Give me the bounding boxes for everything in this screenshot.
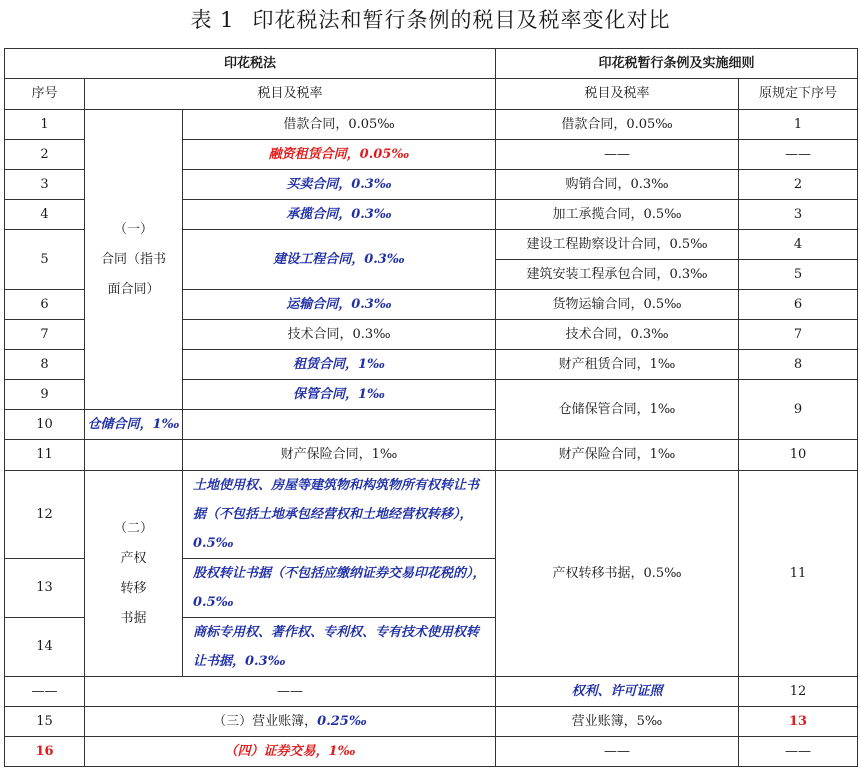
table-number: 表 1 [190,8,235,32]
empty-category-cell [85,440,183,471]
seq-cell: 1 [5,110,85,140]
reg-item-cell: 财产租赁合同，1‰ [496,350,739,380]
orig-seq-cell: 3 [739,200,858,230]
header-law: 印花税法 [5,49,496,79]
header-regulation: 印花税暂行条例及实施细则 [496,49,858,79]
seq-cell: 2 [5,140,85,170]
category-contracts-line: （一） [113,221,153,237]
header-item-rate-2: 税目及税率 [496,79,739,110]
law-item-cell: （四）证券交易，1‰ [85,737,496,767]
table-row [5,737,858,767]
table-title: 印花税法和暂行条例的税目及税率变化对比 [252,8,671,32]
law-item-cell: 土地使用权、房屋等建筑物和构筑物所有权转让书据（不包括土地承包经营权和土地经营权转移），0.5‰ [183,471,496,559]
reg-item-cell: 仓储保管合同，1‰ [496,380,739,440]
table-row [5,707,858,737]
seq-cell: 9 [5,380,85,410]
category-contracts [85,110,183,410]
category-transfer-line: 转移 [120,580,147,596]
law-item-cell: 融资租赁合同，0.05‰ [183,140,496,170]
law-item-cell: 财产保险合同，1‰ [183,440,496,471]
law-item-cell: 借款合同，0.05‰ [183,110,496,140]
law-item-cell: 商标专用权、著作权、专利权、专有技术使用权转让书据，0.3‰ [183,618,496,677]
law-item-cell: 买卖合同，0.3‰ [183,170,496,200]
table-row [5,440,858,471]
law-item-cell: 运输合同，0.3‰ [183,290,496,320]
reg-item-cell: 加工承揽合同，0.5‰ [496,200,739,230]
reg-item-cell: —— [496,140,739,170]
category-contracts-line: 合同（指书 [100,251,166,267]
seq-cell: 4 [5,200,85,230]
orig-seq-cell: 6 [739,290,858,320]
reg-item-cell: 借款合同，0.05‰ [496,110,739,140]
reg-item-cell: 技术合同，0.3‰ [496,320,739,350]
table-row [5,471,858,559]
category-transfer-line: 书据 [120,610,147,626]
law-item-cell: 承揽合同，0.3‰ [183,200,496,230]
law-item-cell: 建设工程合同，0.3‰ [183,230,496,290]
seq-cell: 16 [5,737,85,767]
seq-cell: 7 [5,320,85,350]
header-row-2 [5,79,858,110]
seq-cell: 12 [5,471,85,559]
seq-cell: 8 [5,350,85,380]
law-item-cell [85,707,496,737]
table-row [5,677,858,707]
header-item-rate: 税目及税率 [85,79,496,110]
orig-seq-cell: 13 [739,707,858,737]
seq-cell: 10 [5,410,85,440]
reg-item-cell: 营业账簿，5‰ [496,707,739,737]
orig-seq-cell: 9 [739,380,858,440]
law-item-cell: 技术合同，0.3‰ [183,320,496,350]
law-item-prefix: （三）营业账簿， [213,713,318,729]
seq-cell: 6 [5,290,85,320]
reg-item-cell: 购销合同，0.3‰ [496,170,739,200]
reg-item-cell: 货物运输合同，0.5‰ [496,290,739,320]
reg-item-cell: 权利、许可证照 [496,677,739,707]
category-transfer [85,471,183,677]
orig-seq-cell: 1 [739,110,858,140]
law-item-cell: 保管合同，1‰ [183,380,496,410]
seq-cell: 5 [5,230,85,290]
category-contracts-line: 面合同） [107,281,160,297]
seq-cell: 11 [5,440,85,471]
seq-cell: —— [5,677,85,707]
header-row-1 [5,49,858,79]
law-item-cell: 股权转让书据（不包括应缴纳证券交易印花税的），0.5‰ [183,559,496,618]
orig-seq-cell: —— [739,737,858,767]
law-item-rate: 0.25‰ [317,713,367,729]
orig-seq-cell: 8 [739,350,858,380]
seq-cell: 15 [5,707,85,737]
reg-item-cell: 建筑安装工程承包合同，0.3‰ [496,260,739,290]
reg-item-cell: 建设工程勘察设计合同，0.5‰ [496,230,739,260]
orig-seq-cell: 12 [739,677,858,707]
comparison-table [4,48,858,767]
table-caption [0,4,861,34]
law-item-cell: 仓储合同，1‰ [85,410,183,440]
orig-seq-cell: 4 [739,230,858,260]
category-transfer-line: 产权 [120,550,147,566]
seq-cell: 13 [5,559,85,618]
orig-seq-cell: —— [739,140,858,170]
seq-cell: 14 [5,618,85,677]
seq-cell: 3 [5,170,85,200]
orig-seq-cell: 10 [739,440,858,471]
table-row [5,110,858,140]
orig-seq-cell: 11 [739,471,858,677]
law-item-cell: —— [85,677,496,707]
category-transfer-line: （二） [113,520,153,536]
law-item-cell: 租赁合同，1‰ [183,350,496,380]
header-orig-seq: 原规定下序号 [739,79,858,110]
header-seq: 序号 [5,79,85,110]
orig-seq-cell: 5 [739,260,858,290]
orig-seq-cell: 7 [739,320,858,350]
orig-seq-cell: 2 [739,170,858,200]
reg-item-cell: —— [496,737,739,767]
reg-item-cell: 产权转移书据，0.5‰ [496,471,739,677]
reg-item-cell: 财产保险合同，1‰ [496,440,739,471]
